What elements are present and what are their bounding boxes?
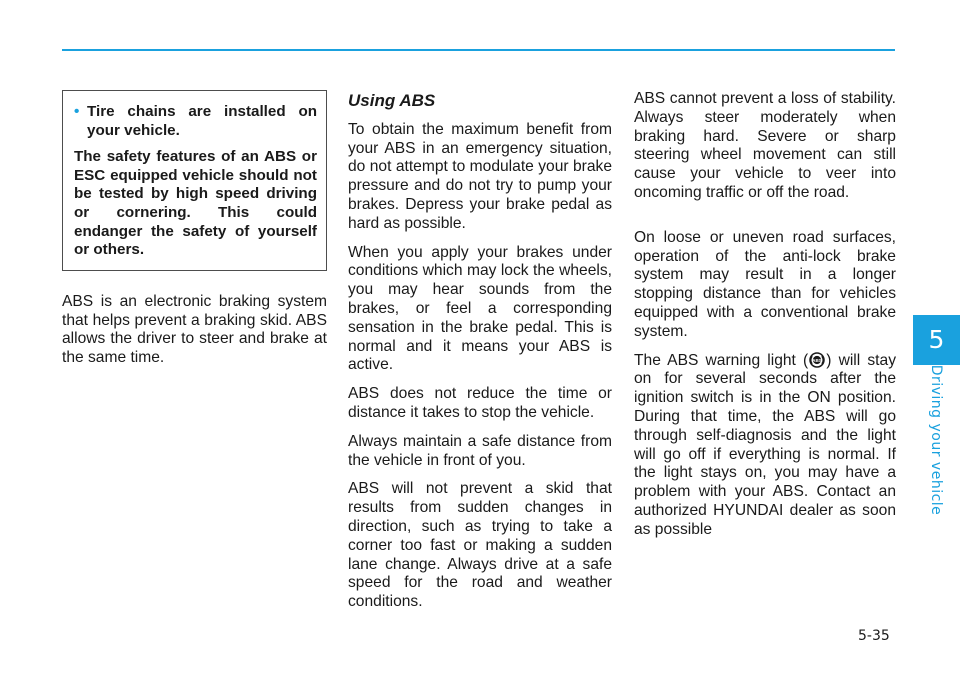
warning-paragraph: The safety features of an ABS or ESC equipped vehicle should not be tested by high speed driving or cornering. This could endanger the safety of yourself or others.: [74, 148, 317, 259]
text-before-icon: The ABS warning light (: [634, 351, 809, 369]
bullet-icon: •: [74, 103, 80, 120]
header-rule: [62, 49, 895, 51]
svg-text:ABS: ABS: [812, 357, 823, 363]
page-number: 5-35: [858, 628, 890, 644]
abs-intro-paragraph: ABS is an electronic braking system that helps prevent a braking skid. ABS allows the driver to steer and brake at the same time.: [62, 292, 327, 367]
body-paragraph: On loose or uneven road surfaces, operation of the anti-lock brake system may result in a longer stopping distance than for vehicles equipped with a conventional brake system.: [634, 228, 896, 340]
body-paragraph: ABS does not reduce the time or distance it takes to stop the vehicle.: [348, 385, 612, 421]
middle-column: [348, 90, 612, 622]
chapter-tab: 5: [913, 315, 960, 365]
abs-warning-light-paragraph: [634, 352, 896, 540]
body-paragraph: When you apply your brakes under conditions which may lock the wheels, you may hear sounds from the brakes, or feel a corresponding sensation in the brake pedal. This is normal and it means your ABS is active.: [348, 243, 612, 374]
body-paragraph: Always maintain a safe distance from the vehicle in front of you.: [348, 432, 612, 469]
chapter-title: Driving your vehicle: [928, 364, 944, 516]
body-paragraph: To obtain the maximum benefit from your ABS in an emergency situation, do not attempt to modulate your brake pressure and do not try to pump your brakes. Depress your brake pedal as hard as possible.: [348, 120, 612, 232]
left-column: [62, 90, 327, 378]
warning-bullet-text: Tire chains are installed on your vehicle.: [87, 103, 317, 139]
right-column: [634, 90, 896, 550]
section-heading: Using ABS: [348, 91, 436, 110]
abs-warning-light-icon: [809, 352, 825, 368]
body-paragraph: ABS will not prevent a skid that results from sudden changes in direction, such as trying to take a corner too fast or making a sudden lane change. Always drive at a safe speed for the road and weather conditions.: [348, 480, 612, 611]
warning-box: [62, 90, 327, 271]
body-paragraph: ABS cannot prevent a loss of stability. Always steer moderately when braking hard. Severe or sharp steering wheel movement can still cause your vehicle to veer into oncoming traffic or off the road.: [634, 90, 896, 201]
text-after-icon: ) will stay on for several seconds after the ignition switch is in the ON position. During that time, the ABS will go through self-diagnosis and the light will go off if everything is normal. If the light stays on, you may have a problem with your ABS. Contact an authorized HYUNDAI dealer as soon as possible: [634, 351, 896, 538]
warning-bullet-item: [74, 103, 317, 140]
